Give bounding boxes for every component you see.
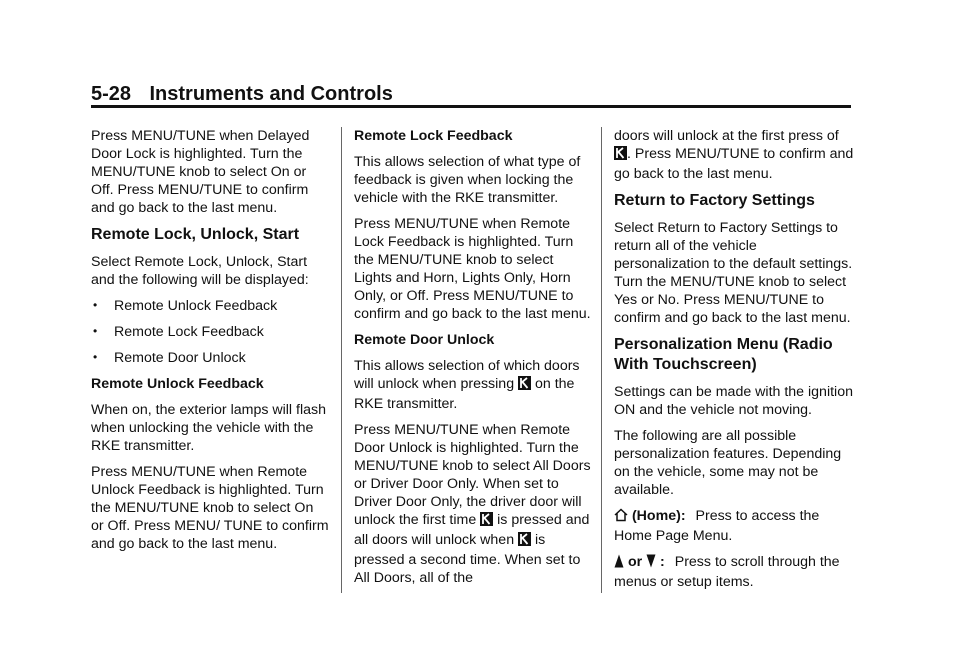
- heading-personalization-menu: Personalization Menu (Radio With Touchscreen): [614, 336, 833, 373]
- section-title: Instruments and Controls: [149, 83, 393, 105]
- key-unlock-icon: [480, 512, 493, 531]
- heading-remote-lock: Remote Lock, Unlock, Start: [91, 226, 300, 243]
- paragraph: Settings can be made with the ignition ON and the vehicle not moving.: [614, 384, 853, 418]
- paragraph: This allows selection of what type of feedback is given when locking the vehicle with the RKE transmitter.: [354, 154, 581, 206]
- home-label: (Home):: [631, 508, 686, 524]
- key-unlock-icon: [614, 146, 627, 165]
- paragraph: This allows selection of which doors will unlock when pressing on the RKE transmitter.: [354, 358, 580, 412]
- key-unlock-icon: [518, 532, 531, 551]
- arrow-up-icon: [614, 554, 624, 573]
- scroll-text: Press to scroll through the menus or setup items.: [614, 554, 840, 590]
- paragraph: Select Return to Factory Settings to return all of the vehicle personalization to the default settings. Turn the MENU/TUNE knob to select Yes or No. Press MENU/TUNE to confirm and go back to the last menu.: [614, 220, 853, 326]
- paragraph: Press MENU/TUNE when Remote Unlock Feedback is highlighted. Turn the MENU/TUNE knob to select On or Off. Press MENU/ TUNE to confirm and go back to the last menu.: [91, 464, 329, 552]
- paragraph: When on, the exterior lamps will flash when unlocking the vehicle with the RKE transmitter.: [91, 402, 326, 454]
- home-item: [614, 507, 854, 545]
- list-item: • Remote Unlock Feedback: [91, 297, 329, 315]
- heading-factory-settings: Return to Factory Settings: [614, 192, 815, 209]
- subheading-unlock-feedback: Remote Unlock Feedback: [91, 376, 264, 392]
- paragraph: Select Remote Lock, Unlock, Start and the following will be displayed:: [91, 254, 309, 288]
- page-header: [91, 82, 851, 106]
- paragraph: Press MENU/TUNE when Delayed Door Lock is highlighted. Turn the MENU/TUNE knob to select On or Off. Press MENU/TUNE to confirm and go back to the last menu.: [91, 128, 310, 216]
- column-3: [614, 127, 854, 599]
- page-number: 5-28: [91, 83, 132, 105]
- column-2: [354, 127, 594, 595]
- scroll-colon: :: [660, 554, 665, 570]
- header-rule: [91, 105, 851, 108]
- key-unlock-icon: [518, 376, 531, 395]
- column-1: [91, 127, 329, 561]
- scroll-item: [614, 553, 854, 591]
- list-item: • Remote Door Unlock: [91, 349, 329, 367]
- home-icon: [614, 508, 628, 527]
- paragraph: The following are all possible personalization features. Depending on the vehicle, some may not be available.: [614, 428, 842, 498]
- bullet-list: [91, 297, 329, 367]
- list-item: • Remote Lock Feedback: [91, 323, 329, 341]
- subheading-lock-feedback: Remote Lock Feedback: [354, 128, 513, 144]
- arrow-down-icon: [646, 554, 656, 573]
- home-text: Press to access the Home Page Menu.: [614, 508, 820, 544]
- scroll-or: or: [627, 554, 643, 570]
- paragraph: Press MENU/TUNE when Remote Door Unlock is highlighted. Turn the MENU/TUNE knob to select All Doors or Driver Door Only. When set to Driver Door Only, the driver door will unlock the first time is pressed and all doors will unlock when is pressed a second time. When set to All Doors, all of the: [354, 422, 591, 586]
- subheading-door-unlock: Remote Door Unlock: [354, 332, 495, 348]
- column-divider: [601, 127, 602, 593]
- column-divider: [341, 127, 342, 593]
- paragraph: doors will unlock at the first press of . Press MENU/TUNE to confirm and go back to the last menu.: [614, 128, 854, 182]
- paragraph: Press MENU/TUNE when Remote Lock Feedback is highlighted. Turn the MENU/TUNE knob to select Lights and Horn, Lights Only, Horn Only, or Off. Press MENU/TUNE to confirm and go back to the last menu.: [354, 216, 591, 322]
